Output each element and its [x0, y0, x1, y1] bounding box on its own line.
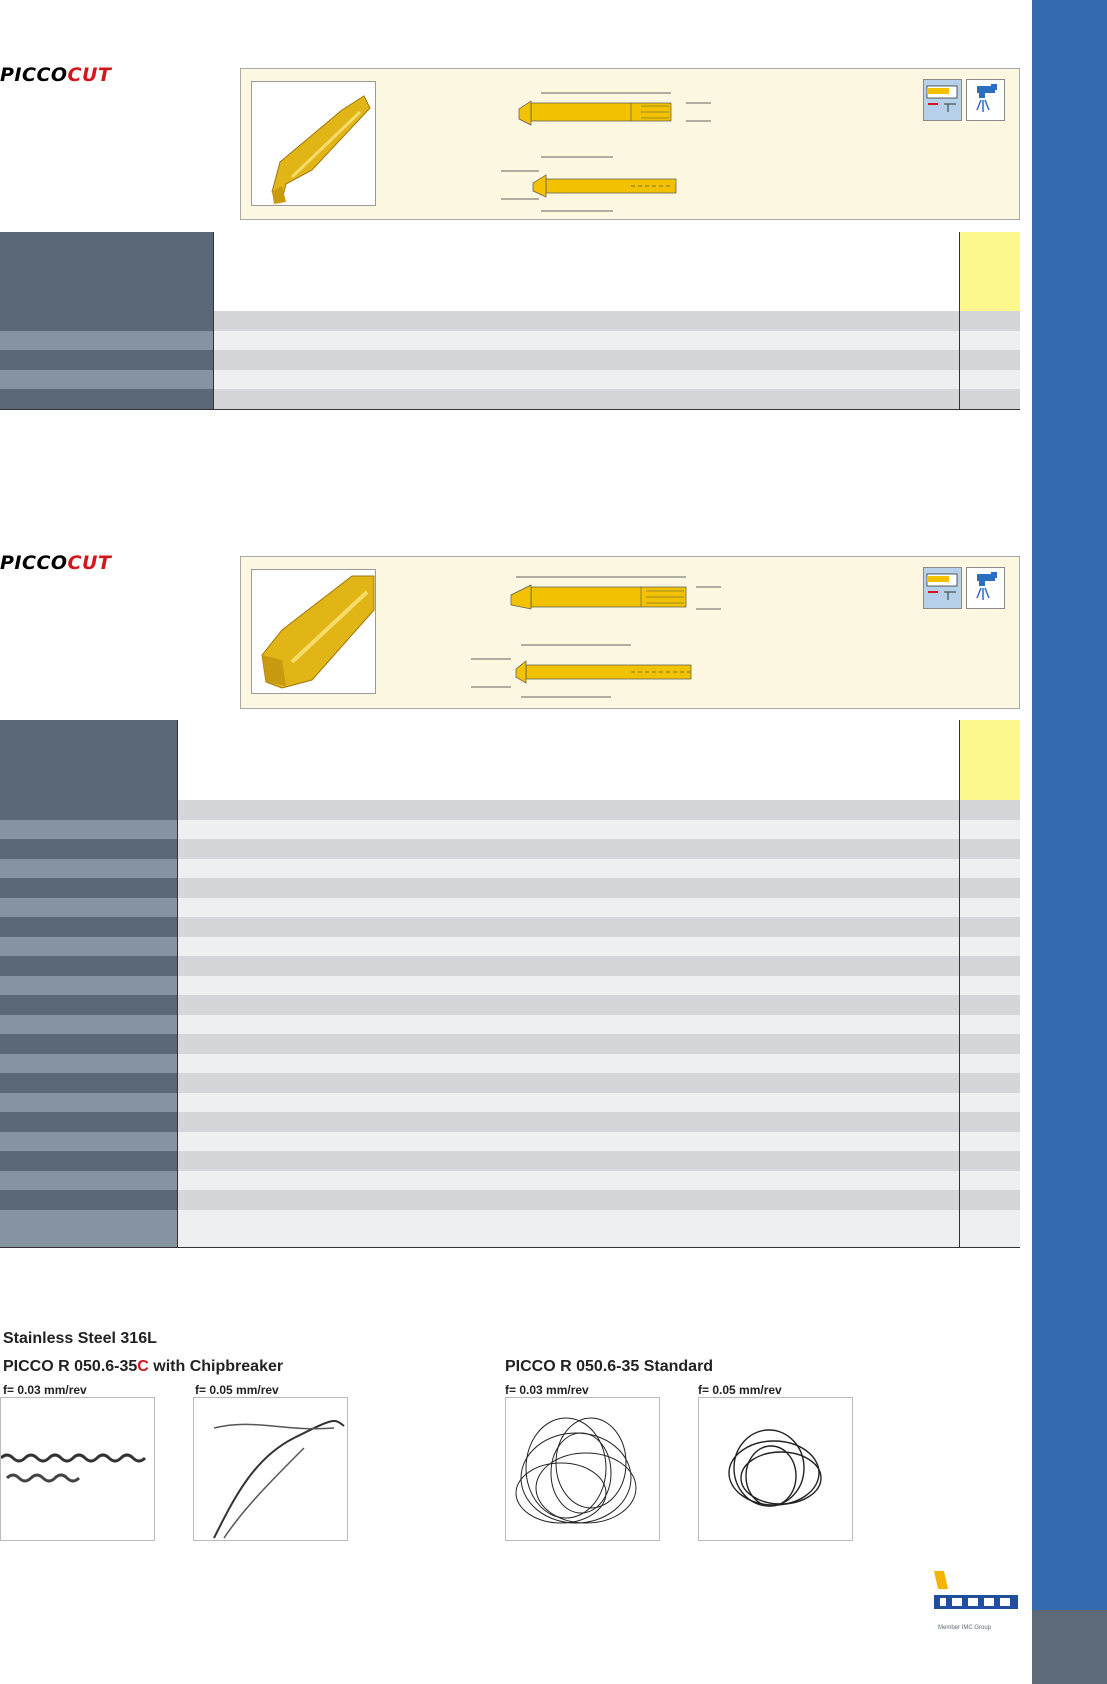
row-stock-cell — [959, 878, 1020, 898]
row-stock-cell — [959, 839, 1020, 859]
table-row — [0, 1054, 1020, 1074]
row-designation-cell — [0, 1151, 177, 1171]
iscar-logo — [930, 1565, 1022, 1613]
feed-label: f= 0.05 mm/rev — [698, 1383, 782, 1397]
table-row — [0, 1171, 1020, 1191]
row-dimensions-cell — [213, 350, 959, 370]
tool-dimension-drawing — [501, 79, 741, 219]
row-dimensions-cell — [177, 995, 959, 1015]
table-row — [0, 389, 1020, 409]
row-designation-cell — [0, 1112, 177, 1132]
internal-turning-icon-2 — [923, 567, 962, 609]
table-row — [0, 370, 1020, 390]
row-dimensions-cell — [177, 1034, 959, 1054]
piccocut-logo: PICCOCUT — [0, 64, 112, 86]
row-dimensions-cell — [177, 956, 959, 976]
row-designation-cell — [0, 839, 177, 859]
row-stock-cell — [959, 1073, 1020, 1093]
row-dimensions-cell — [177, 1073, 959, 1093]
row-designation-cell — [0, 350, 213, 370]
table-header — [0, 232, 1020, 311]
table-row — [0, 917, 1020, 937]
row-stock-cell — [959, 311, 1020, 331]
row-stock-cell — [959, 350, 1020, 370]
row-dimensions-cell — [177, 1151, 959, 1171]
row-dimensions-cell — [177, 917, 959, 937]
row-dimensions-cell — [177, 1015, 959, 1035]
row-dimensions-cell — [177, 878, 959, 898]
row-stock-cell — [959, 956, 1020, 976]
row-stock-cell — [959, 331, 1020, 351]
row-dimensions-cell — [177, 839, 959, 859]
feed-label: f= 0.05 mm/rev — [195, 1383, 279, 1397]
tool-table-2 — [0, 720, 1020, 1248]
table-row — [0, 350, 1020, 370]
row-designation-cell — [0, 1093, 177, 1113]
table-row — [0, 1015, 1020, 1035]
row-stock-cell — [959, 800, 1020, 820]
row-stock-cell — [959, 820, 1020, 840]
row-designation-cell — [0, 1190, 177, 1210]
tool-photo-2 — [251, 569, 376, 694]
table-body — [0, 311, 1020, 409]
row-stock-cell — [959, 1054, 1020, 1074]
chip-photo — [698, 1397, 853, 1541]
table-row — [0, 1073, 1020, 1093]
coolant-tap-icon-2 — [966, 567, 1005, 609]
table-row — [0, 1210, 1020, 1247]
row-designation-cell — [0, 389, 213, 409]
row-dimensions-cell — [177, 1112, 959, 1132]
table-row — [0, 331, 1020, 351]
chipbreaker-title: PICCO R 050.6-35C with Chipbreaker — [3, 1358, 284, 1375]
table-row — [0, 956, 1020, 976]
row-designation-cell — [0, 331, 213, 351]
row-designation-cell — [0, 917, 177, 937]
chip-photo — [0, 1397, 155, 1541]
chip-photo — [505, 1397, 660, 1541]
row-dimensions-cell — [177, 859, 959, 879]
row-designation-cell — [0, 1073, 177, 1093]
table-row — [0, 311, 1020, 331]
table-row — [0, 820, 1020, 840]
row-designation-cell — [0, 1171, 177, 1191]
side-footer-block — [1032, 1610, 1107, 1684]
row-dimensions-cell — [177, 1054, 959, 1074]
chip-material-heading: Stainless Steel 316L — [3, 1330, 157, 1347]
row-designation-cell — [0, 859, 177, 879]
member-imc-text: Member IMC Group — [938, 1625, 992, 1631]
table-row — [0, 1112, 1020, 1132]
row-dimensions-cell — [177, 1171, 959, 1191]
row-stock-cell — [959, 937, 1020, 957]
row-designation-cell — [0, 1054, 177, 1074]
row-stock-cell — [959, 917, 1020, 937]
row-stock-cell — [959, 1112, 1020, 1132]
table-row — [0, 937, 1020, 957]
row-designation-cell — [0, 1034, 177, 1054]
row-designation-cell — [0, 370, 213, 390]
row-stock-cell — [959, 976, 1020, 996]
table-row — [0, 898, 1020, 918]
row-dimensions-cell — [213, 311, 959, 331]
piccocut-logo-2: PICCOCUT — [0, 552, 112, 574]
row-stock-cell — [959, 1015, 1020, 1035]
row-designation-cell — [0, 878, 177, 898]
table-row — [0, 800, 1020, 820]
row-stock-cell — [959, 1093, 1020, 1113]
row-dimensions-cell — [177, 800, 959, 820]
table-row — [0, 1093, 1020, 1113]
row-dimensions-cell — [177, 937, 959, 957]
row-stock-cell — [959, 1210, 1020, 1247]
side-band — [1032, 0, 1107, 1610]
row-stock-cell — [959, 389, 1020, 409]
row-dimensions-cell — [213, 370, 959, 390]
table-row — [0, 976, 1020, 996]
feed-label: f= 0.03 mm/rev — [3, 1383, 87, 1397]
row-stock-cell — [959, 1034, 1020, 1054]
row-dimensions-cell — [177, 820, 959, 840]
row-designation-cell — [0, 1210, 177, 1247]
row-stock-cell — [959, 1151, 1020, 1171]
row-dimensions-cell — [177, 1210, 959, 1247]
row-stock-cell — [959, 898, 1020, 918]
tool-table-1 — [0, 232, 1020, 410]
row-designation-cell — [0, 1132, 177, 1152]
row-stock-cell — [959, 1190, 1020, 1210]
row-designation-cell — [0, 800, 177, 820]
row-designation-cell — [0, 956, 177, 976]
table-row — [0, 1034, 1020, 1054]
row-stock-cell — [959, 1132, 1020, 1152]
table-row — [0, 1190, 1020, 1210]
table-body-2 — [0, 800, 1020, 1247]
table-header-2 — [0, 720, 1020, 800]
row-dimensions-cell — [177, 976, 959, 996]
row-designation-cell — [0, 898, 177, 918]
tool-photo — [251, 81, 376, 206]
row-designation-cell — [0, 937, 177, 957]
tool-drawing-panel — [240, 68, 1020, 220]
table-row — [0, 1151, 1020, 1171]
row-dimensions-cell — [213, 331, 959, 351]
row-dimensions-cell — [177, 1093, 959, 1113]
row-stock-cell — [959, 995, 1020, 1015]
row-designation-cell — [0, 311, 213, 331]
internal-turning-icon — [923, 79, 962, 121]
feed-label: f= 0.03 mm/rev — [505, 1383, 589, 1397]
table-row — [0, 859, 1020, 879]
row-stock-cell — [959, 859, 1020, 879]
row-stock-cell — [959, 370, 1020, 390]
row-designation-cell — [0, 1015, 177, 1035]
table-row — [0, 839, 1020, 859]
row-designation-cell — [0, 820, 177, 840]
table-row — [0, 1132, 1020, 1152]
tool-drawing-panel-2 — [240, 556, 1020, 709]
chip-photo — [193, 1397, 348, 1541]
row-dimensions-cell — [177, 1190, 959, 1210]
row-designation-cell — [0, 976, 177, 996]
tool-dimension-drawing-2 — [471, 567, 751, 707]
row-designation-cell — [0, 995, 177, 1015]
row-dimensions-cell — [177, 898, 959, 918]
row-stock-cell — [959, 1171, 1020, 1191]
coolant-tap-icon — [966, 79, 1005, 121]
table-row — [0, 995, 1020, 1015]
row-dimensions-cell — [177, 1132, 959, 1152]
standard-title: PICCO R 050.6-35 Standard — [505, 1358, 714, 1375]
table-row — [0, 878, 1020, 898]
row-dimensions-cell — [213, 389, 959, 409]
